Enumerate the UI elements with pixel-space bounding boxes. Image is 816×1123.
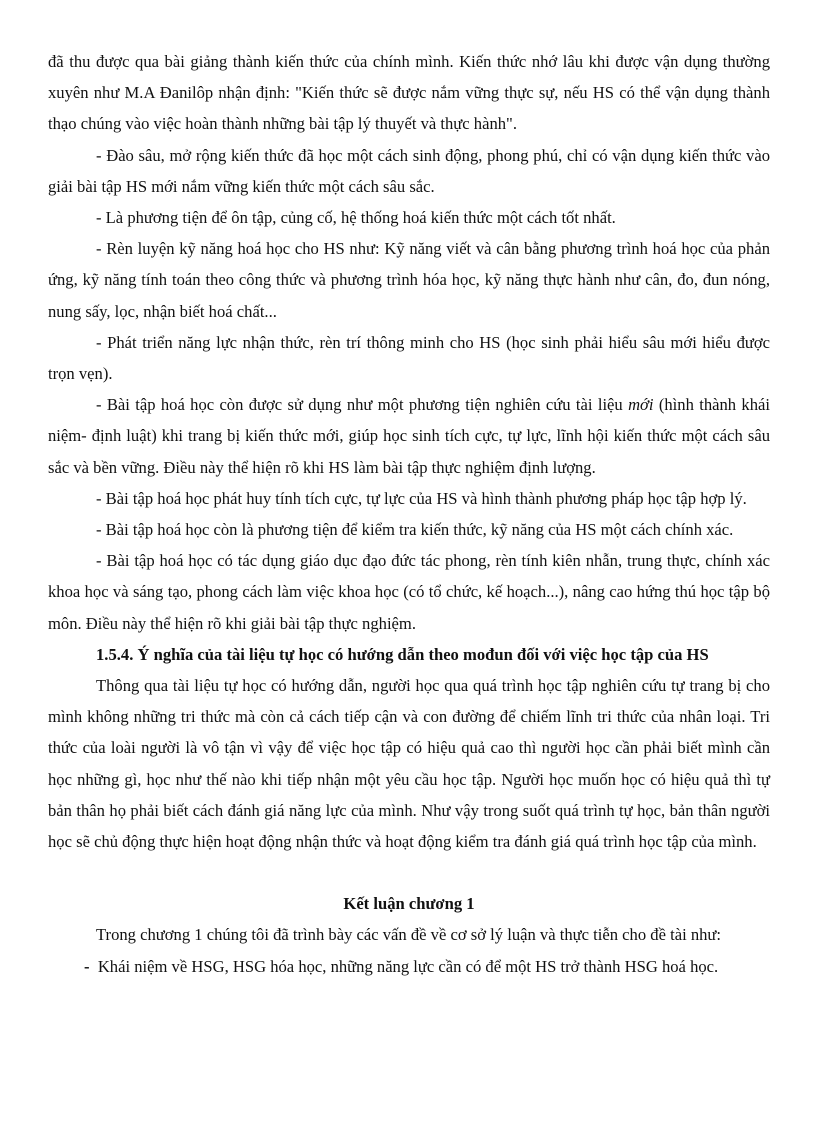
paragraph-research-tool [48, 389, 770, 483]
paragraph-continuation: đã thu được qua bài giảng thành kiến thức của chính mình. Kiến thức nhớ lâu khi được vận dụng thường xuyên như M.A Đanilôp nhận định: "Kiến thức sẽ được nắm vững thực sự, nếu HS có thể vận dụng thành thạo chúng vào việc hoàn thành những bài tập lý thuyết và thực hành". [48, 52, 770, 134]
paragraph-cognitive: - Phát triển năng lực nhận thức, rèn trí thông minh cho HS (học sinh phải hiểu sâu mới hiểu được trọn vẹn). [48, 332, 770, 384]
bullet-text: Khái niệm về HSG, HSG hóa học, những năng lực cần có để một HS trở thành HSG hoá học. [97, 956, 719, 976]
paragraph-skills: - Rèn luyện kỹ năng hoá học cho HS như: Kỹ năng viết và cân bằng phương trình hoá học của phản ứng, kỹ năng tính toán theo công thức và phương trình hóa học, kỹ năng thực hành như cân, đo, đun nóng, nung sấy, lọc, nhận biết hoá chất... [48, 239, 770, 321]
emphasis-new: mới [628, 395, 654, 415]
paragraph-activeness: - Bài tập hoá học phát huy tính tích cực, tự lực của HS và hình thành phương pháp học tập hợp lý. [96, 488, 747, 508]
section-heading: 1.5.4. Ý nghĩa của tài liệu tự học có hướng dẫn theo mođun đối với việc học tập của HS [96, 644, 709, 664]
paragraph-review: - Là phương tiện để ôn tập, củng cố, hệ thống hoá kiến thức một cách tốt nhất. [96, 208, 616, 228]
paragraph-research-tool-start: - Bài tập hoá học còn được sử dụng như một phương tiện nghiên cứu tài liệu [96, 395, 629, 415]
paragraph-research-tool-end: (hình thành khái niệm- định luật) khi trang bị kiến thức mới, giúp học sinh tích cực, tự lực, lĩnh hội kiến thức một cách sâu sắc và bền vững. Điều này thể hiện rõ khi HS làm bài tập thực nghiệm định lượng. [48, 395, 770, 477]
conclusion-bullet [48, 951, 770, 982]
section-body: Thông qua tài liệu tự học có hướng dẫn, người học qua quá trình học tập nghiên cứu tự trang bị cho mình không những tri thức mà còn cả cách tiếp cận và con đường để chiếm lĩnh tri thức của nhân loại. Tri thức của loài người là vô tận vì vậy để việc học tập có hiệu quả cao thì người học cần phải biết mình cần học những gì, học như thế nào khi tiếp nhận một yêu cầu học tập. Người học muốn học có hiệu quả thì tự bản thân họ phải biết cách đánh giá năng lực của mình. Như vậy trong suốt quá trình tự học, bản thân người học sẽ chủ động thực hiện hoạt động nhận thức và hoạt động kiểm tra đánh giá quá trình học tập của mình. [48, 676, 770, 852]
document-page [48, 46, 770, 982]
conclusion-intro: Trong chương 1 chúng tôi đã trình bày các vấn đề về cơ sở lý luận và thực tiễn cho đề tài như: [96, 925, 722, 945]
paragraph-assessment: - Bài tập hoá học còn là phương tiện để kiểm tra kiến thức, kỹ năng của HS một cách chính xác. [96, 520, 734, 540]
bullet-dash: - [84, 956, 90, 976]
paragraph-education: - Bài tập hoá học có tác dụng giáo dục đạo đức tác phong, rèn tính kiên nhẫn, trung thực, chính xác khoa học và sáng tạo, phong cách làm việc khoa học (có tổ chức, kế hoạch...), nâng cao hứng thú học tập bộ môn. Điều này thể hiện rõ khi giải bài tập thực nghiệm. [48, 551, 770, 633]
paragraph-deepen-knowledge: - Đào sâu, mở rộng kiến thức đã học một cách sinh động, phong phú, chỉ có vận dụng kiến thức vào giải bài tập HS mới nắm vững kiến thức một cách sâu sắc. [48, 145, 770, 196]
chapter-conclusion-title: Kết luận chương 1 [343, 894, 475, 914]
